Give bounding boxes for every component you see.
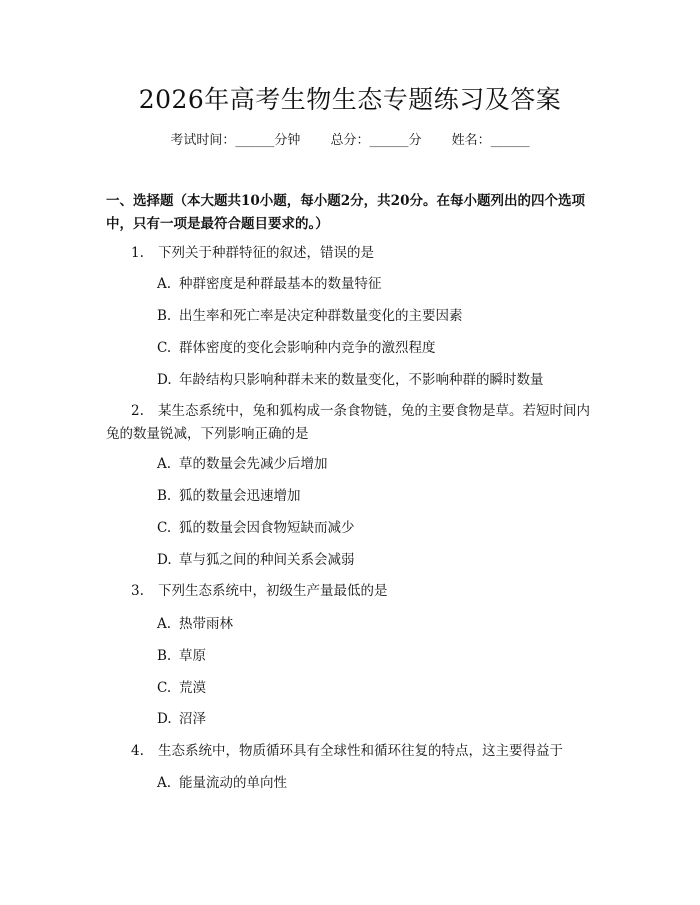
question-text: 生态系统中，物质循环具有全球性和循环往复的特点，这主要得益于 (158, 743, 563, 759)
option-letter: A. (157, 775, 172, 791)
option-letter: D. (157, 372, 172, 388)
question-number: 3. (131, 583, 144, 599)
option-text: 狐的数量会迅速增加 (179, 488, 301, 504)
option-1-b (157, 306, 463, 326)
question-text: 下列关于种群特征的叙述，错误的是 (158, 245, 374, 261)
option-text: 草原 (179, 648, 206, 664)
question-4 (106, 740, 596, 763)
section-heading: 一、选择题（本大题共10小题，每小题2分，共20分。在每小题列出的四个选项中，只有一项是最符合题目要求的。） (106, 193, 585, 232)
option-3-a (157, 614, 233, 634)
option-text: 沼泽 (179, 711, 206, 727)
option-2-c (157, 518, 355, 538)
option-text: 热带雨林 (179, 616, 233, 632)
question-3 (106, 580, 596, 603)
option-text: 种群密度是种群最基本的数量特征 (179, 276, 382, 292)
option-letter: D. (157, 552, 172, 568)
exam-score: 总分：______分 (330, 133, 422, 148)
option-2-d (157, 550, 355, 570)
option-1-c (157, 338, 436, 358)
option-1-a (157, 274, 382, 294)
option-text: 年龄结构只影响种群未来的数量变化，不影响种群的瞬时数量 (179, 372, 544, 388)
option-text: 出生率和死亡率是决定种群数量变化的主要因素 (179, 308, 463, 324)
question-text: 某生态系统中，兔和狐构成一条食物链，兔的主要食物是草。若短时间内兔的数量锐减，下列影响正确的是 (106, 403, 590, 442)
option-2-b (157, 486, 301, 506)
page-title: 2026年高考生物生态专题练习及答案 (138, 85, 562, 114)
option-letter: B. (157, 648, 172, 664)
option-text: 草与狐之间的种间关系会减弱 (179, 552, 355, 568)
option-letter: A. (157, 276, 172, 292)
option-1-d (157, 370, 544, 390)
option-2-a (157, 454, 328, 474)
option-letter: B. (157, 488, 172, 504)
option-letter: C. (157, 340, 172, 356)
option-4-a (157, 773, 287, 793)
option-letter: B. (157, 308, 172, 324)
question-text: 下列生态系统中，初级生产量最低的是 (158, 583, 388, 599)
option-text: 能量流动的单向性 (179, 775, 287, 791)
option-3-c (157, 678, 206, 698)
exam-time: 考试时间：______分钟 (170, 133, 301, 148)
question-1 (106, 242, 596, 265)
student-name: 姓名：______ (451, 133, 530, 148)
option-text: 草的数量会先减少后增加 (179, 456, 328, 472)
option-3-d (157, 709, 206, 729)
question-2 (106, 400, 596, 446)
option-3-b (157, 646, 206, 666)
option-letter: A. (157, 616, 172, 632)
option-letter: A. (157, 456, 172, 472)
exam-meta (0, 131, 700, 151)
option-letter: C. (157, 520, 172, 536)
option-text: 狐的数量会因食物短缺而减少 (179, 520, 355, 536)
question-number: 1. (131, 245, 144, 261)
option-letter: D. (157, 711, 172, 727)
option-letter: C. (157, 680, 172, 696)
question-number: 4. (131, 743, 144, 759)
question-number: 2. (131, 403, 144, 419)
option-text: 荒漠 (179, 680, 206, 696)
option-text: 群体密度的变化会影响种内竞争的激烈程度 (179, 340, 436, 356)
